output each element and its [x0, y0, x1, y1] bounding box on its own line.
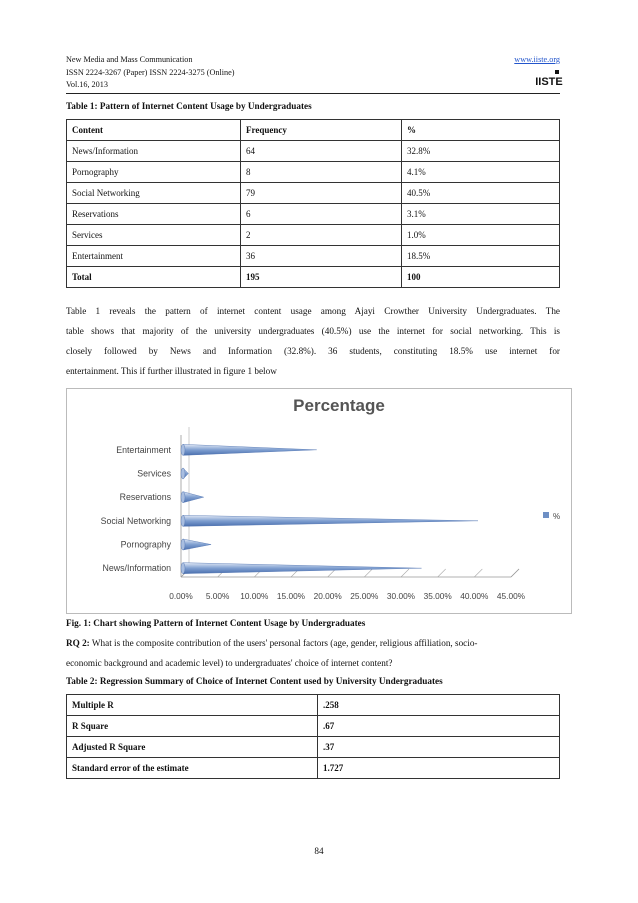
table-cell: Multiple R	[67, 695, 318, 716]
percentage-chart	[67, 389, 571, 613]
grid-line	[438, 569, 446, 577]
table-cell: 2	[241, 225, 402, 246]
table-cell: 1.727	[318, 758, 560, 779]
bar	[183, 492, 204, 503]
table-cell: 1.0%	[402, 225, 560, 246]
x-tick-label: 5.00%	[205, 591, 230, 601]
chart-frame	[66, 388, 572, 614]
table1-col-content: Content	[67, 120, 241, 141]
table-row	[67, 758, 560, 779]
bar	[183, 444, 317, 455]
x-tick-label: 25.00%	[350, 591, 379, 601]
table-cell: News/Information	[67, 141, 241, 162]
table-cell: 79	[241, 183, 402, 204]
table-cell: 3.1%	[402, 204, 560, 225]
table-cell: 64	[241, 141, 402, 162]
x-tick-label: 40.00%	[460, 591, 489, 601]
category-label: News/Information	[102, 563, 171, 574]
bar-base	[181, 492, 185, 503]
bar-base	[181, 515, 185, 526]
table-row	[67, 183, 560, 204]
rq2-text-line2: economic background and academic level) to undergraduates' choice of internet content?	[66, 658, 393, 668]
rq2-text-line1: What is the composite contribution of the users' personal factors (age, gender, religious affiliation, socio-	[89, 638, 478, 648]
x-tick-label: 35.00%	[423, 591, 452, 601]
grid-line	[474, 569, 482, 577]
figure-caption: Fig. 1: Chart showing Pattern of Internet Content Usage by Undergraduates	[66, 618, 366, 628]
table-cell: 100	[402, 267, 560, 288]
rq2-paragraph	[66, 633, 566, 673]
category-label: Reservations	[119, 492, 171, 503]
iiste-logo-icon	[533, 70, 565, 90]
bar-base	[181, 563, 185, 574]
bar	[183, 539, 211, 550]
table-row	[67, 225, 560, 246]
table2-title: Table 2: Regression Summary of Choice of Internet Content used by University Undergraduates	[66, 676, 443, 686]
grid-line	[364, 569, 372, 577]
axis-corner	[511, 569, 519, 577]
x-tick-label: 15.00%	[276, 591, 306, 601]
table1	[66, 119, 560, 288]
paragraph-line: closely followed by News and Information (32.8%). 36 students, constituting 18.5% use internet for	[66, 346, 560, 356]
table1-header-row	[67, 120, 560, 141]
table-row	[67, 246, 560, 267]
table-row	[67, 141, 560, 162]
table-cell: Social Networking	[67, 183, 241, 204]
chart-title: Percentage	[293, 396, 385, 415]
page-number: 84	[314, 846, 324, 856]
table-cell: 6	[241, 204, 402, 225]
table-cell: R Square	[67, 716, 318, 737]
x-tick-label: 10.00%	[240, 591, 269, 601]
table-row	[67, 716, 560, 737]
legend-swatch	[543, 512, 549, 518]
body-paragraph	[66, 301, 560, 381]
table2	[66, 694, 560, 779]
category-label: Entertainment	[116, 444, 171, 455]
table-cell: Entertainment	[67, 246, 241, 267]
table-cell: Services	[67, 225, 241, 246]
bar-base	[181, 468, 185, 479]
x-tick-label: 0.00%	[169, 591, 193, 601]
journal-header	[66, 54, 235, 92]
bar-base	[181, 444, 185, 455]
journal-name: New Media and Mass Communication	[66, 55, 193, 64]
table-row	[67, 737, 560, 758]
iiste-logo	[533, 70, 565, 90]
x-tick-label: 45.00%	[496, 591, 526, 601]
bar	[183, 515, 478, 526]
x-tick-label: 20.00%	[313, 591, 342, 601]
table-cell: 40.5%	[402, 183, 560, 204]
table-cell: 195	[241, 267, 402, 288]
table-row	[67, 162, 560, 183]
table-cell: Reservations	[67, 204, 241, 225]
x-tick-label: 30.00%	[386, 591, 416, 601]
table-cell: .67	[318, 716, 560, 737]
paragraph-line: entertainment. This if further illustrated in figure 1 below	[66, 366, 277, 376]
table-cell: 4.1%	[402, 162, 560, 183]
table-cell: 32.8%	[402, 141, 560, 162]
table-cell: .37	[318, 737, 560, 758]
table-cell: Total	[67, 267, 241, 288]
table-cell: .258	[318, 695, 560, 716]
table1-title: Table 1: Pattern of Internet Content Usage by Undergraduates	[66, 101, 312, 111]
category-label: Social Networking	[100, 515, 171, 526]
header-rule	[66, 93, 560, 94]
table-row	[67, 695, 560, 716]
table-cell: Standard error of the estimate	[67, 758, 318, 779]
table1-col-frequency: Frequency	[241, 120, 402, 141]
table-cell: 18.5%	[402, 246, 560, 267]
bar-base	[181, 539, 185, 550]
journal-volume: Vol.16, 2013	[66, 80, 108, 89]
legend-label: %	[553, 512, 561, 521]
table1-total-row	[67, 267, 560, 288]
rq2-label: RQ 2:	[66, 638, 90, 648]
category-label: Services	[137, 468, 171, 479]
category-label: Pornography	[120, 539, 171, 550]
journal-issn: ISSN 2224-3267 (Paper) ISSN 2224-3275 (Online)	[66, 67, 235, 77]
journal-url-link[interactable]: www.iiste.org	[514, 55, 560, 64]
logo-text: IISTE	[535, 76, 563, 88]
table-cell: Adjusted R Square	[67, 737, 318, 758]
table1-col-percent: %	[402, 120, 560, 141]
table-cell: 36	[241, 246, 402, 267]
paragraph-line: Table 1 reveals the pattern of internet content usage among Ajayi Crowther University Undergraduates. The	[66, 306, 560, 316]
paragraph-line: table shows that majority of the university undergraduates (40.5%) use the internet for social networking. This is	[66, 326, 560, 336]
table-cell: Pornography	[67, 162, 241, 183]
bar	[183, 563, 422, 574]
table-row	[67, 204, 560, 225]
table-cell: 8	[241, 162, 402, 183]
grid-line	[401, 569, 409, 577]
